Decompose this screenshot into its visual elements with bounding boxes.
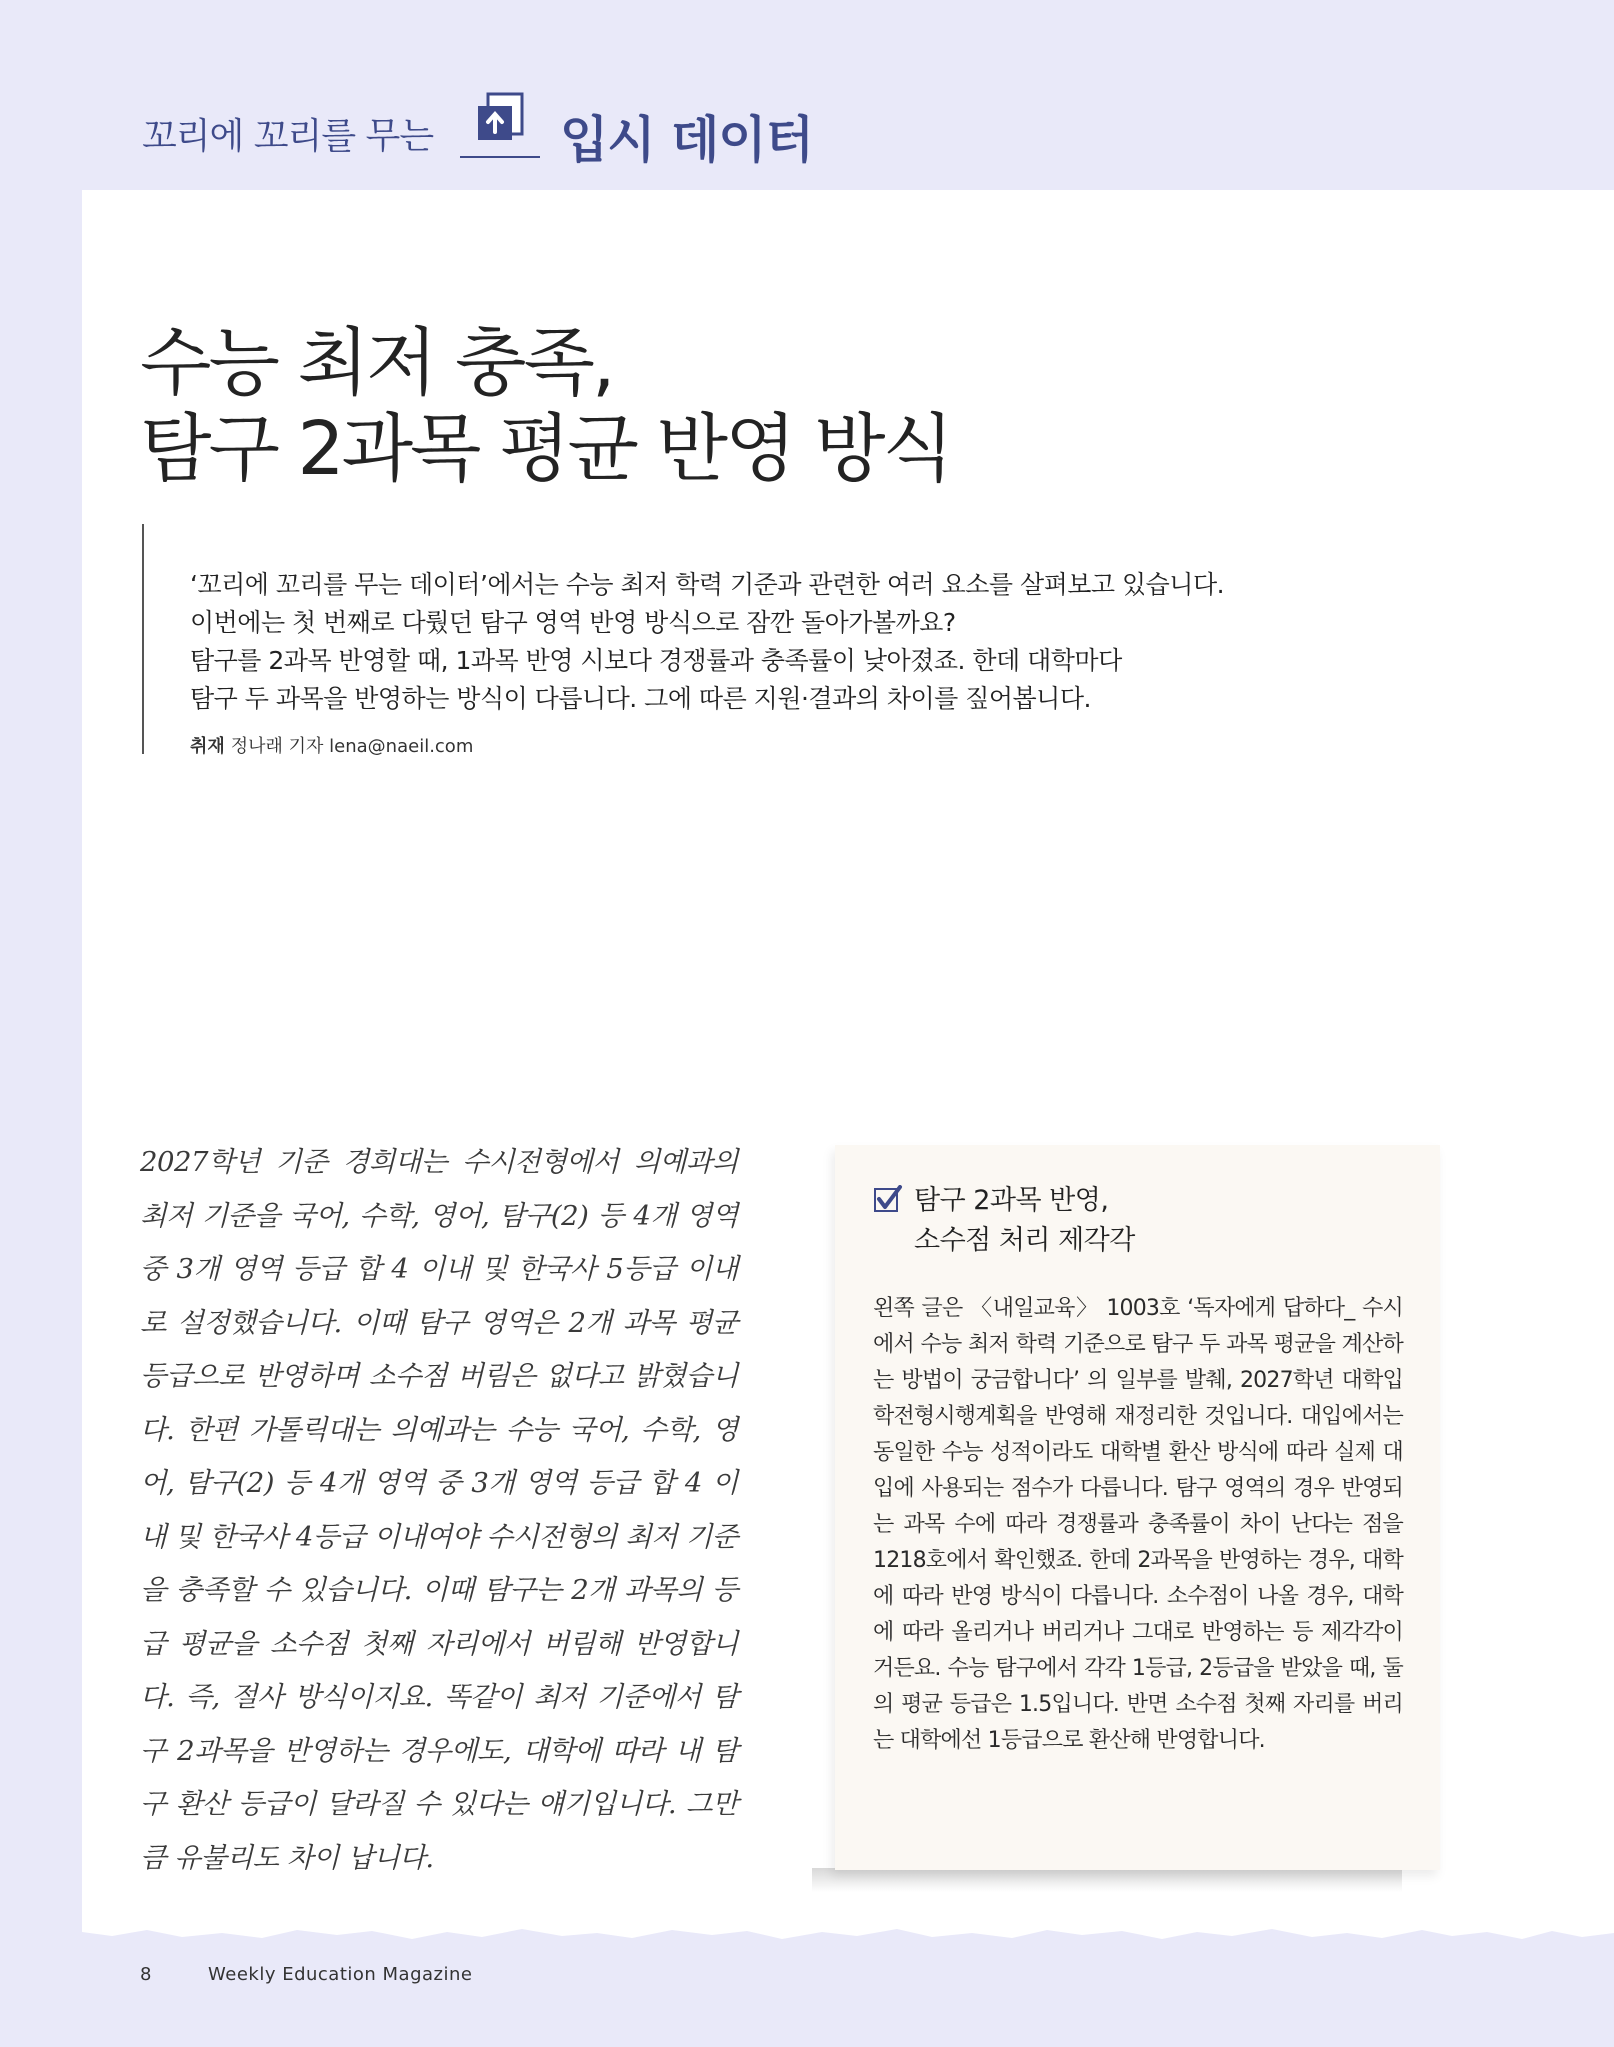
info-box-title-line1: 탐구 2과목 반영, bbox=[914, 1185, 1109, 1216]
document-upload-icon bbox=[470, 90, 532, 152]
lead-line: 탐구 두 과목을 반영하는 방식이 다릅니다. 그에 따른 지원·결과의 차이를 짚어봅니다. bbox=[190, 684, 1091, 713]
magazine-name: Weekly Education Magazine bbox=[208, 1964, 473, 1985]
byline-author: 정나래 기자 lena@naeil.com bbox=[230, 736, 474, 757]
torn-paper-edge bbox=[82, 1915, 1614, 1945]
info-box-title bbox=[914, 1181, 1135, 1261]
lead-divider bbox=[142, 524, 144, 754]
section-title: 입시 데이터 bbox=[560, 111, 813, 169]
header-underline bbox=[460, 156, 540, 158]
info-box-body: 왼쪽 글은 〈내일교육〉 1003호 ‘독자에게 답하다_ 수시에서 수능 최저 학력 기준으로 탐구 두 과목 평균을 계산하는 방법이 궁금합니다’ 의 일부를 발췌, 2027학년 대학입학전형시행계획을 반영해 재정리한 것입니다. 대입에서는 동일한 수능 성적이라도 대학별 환산 방식에 따라 실제 대입에 사용되는 점수가 다릅니다. 탐구 영역의 경우 반영되는 과목 수에 따라 경쟁률과 충족률이 차이 난다는 점을 1218호에서 확인했죠. 한데 2과목을 반영하는 경우, 대학에 따라 반영 방식이 다릅니다. 소수점이 나올 경우, 대학에 따라 올리거나 버리거나 그대로 반영하는 등 제각각이거든요. 수능 탐구에서 각각 1등급, 2등급을 받았을 때, 둘의 평균 등급은 1.5입니다. 반면 소수점 첫째 자리를 버리는 대학에선 1등급으로 환산해 반영합니다. bbox=[873, 1296, 1403, 1753]
byline-label: 취재 bbox=[190, 736, 225, 757]
lead-line: 탐구를 2과목 반영할 때, 1과목 반영 시보다 경쟁률과 충족률이 낮아졌죠. 한데 대학마다 bbox=[190, 646, 1122, 675]
lead-line: 이번에는 첫 번째로 다뤘던 탐구 영역 반영 방식으로 잠깐 돌아가볼까요? bbox=[190, 608, 956, 637]
checkbox-check-icon bbox=[873, 1185, 903, 1215]
page-number: 8 bbox=[140, 1964, 152, 1985]
lead-line: ‘꼬리에 꼬리를 무는 데이터’에서는 수능 최저 학력 기준과 관련한 여러 요소를 살펴보고 있습니다. bbox=[190, 570, 1225, 599]
series-label: 꼬리에 꼬리를 무는 bbox=[142, 116, 434, 157]
article-title bbox=[140, 320, 951, 492]
article-title-line1: 수능 최저 충족, bbox=[140, 320, 613, 406]
info-box bbox=[835, 1145, 1440, 1870]
article-body: 2027학년 기준 경희대는 수시전형에서 의예과의 최저 기준을 국어, 수학, 영어, 탐구(2) 등 4개 영역 중 3개 영역 등급 합 4 이내 및 한국사 5등급 이내로 설정했습니다. 이때 탐구 영역은 2개 과목 평균 등급으로 반영하며 소수점 버림은 없다고 밝혔습니다. 한편 가톨릭대는 의예과는 수능 국어, 수학, 영어, 탐구(2) 등 4개 영역 중 3개 영역 등급 합 4 이내 및 한국사 4등급 이내여야 수시전형의 최저 기준을 충족할 수 있습니다. 이때 탐구는 2개 과목의 등급 평균을 소수점 첫째 자리에서 버림해 반영합니다. 즉, 절사 방식이지요. 똑같이 최저 기준에서 탐구 2과목을 반영하는 경우에도, 대학에 따라 내 탐구 환산 등급이 달라질 수 있다는 얘기입니다. 그만큼 유불리도 차이 납니다. bbox=[140, 1146, 739, 1874]
byline bbox=[190, 732, 473, 758]
article-title-line2: 탐구 2과목 평균 반영 방식 bbox=[140, 406, 952, 492]
lead-paragraph bbox=[190, 566, 1310, 718]
info-box-title-line2: 소수점 처리 제각각 bbox=[914, 1225, 1135, 1256]
box-shadow bbox=[812, 1868, 1402, 1892]
